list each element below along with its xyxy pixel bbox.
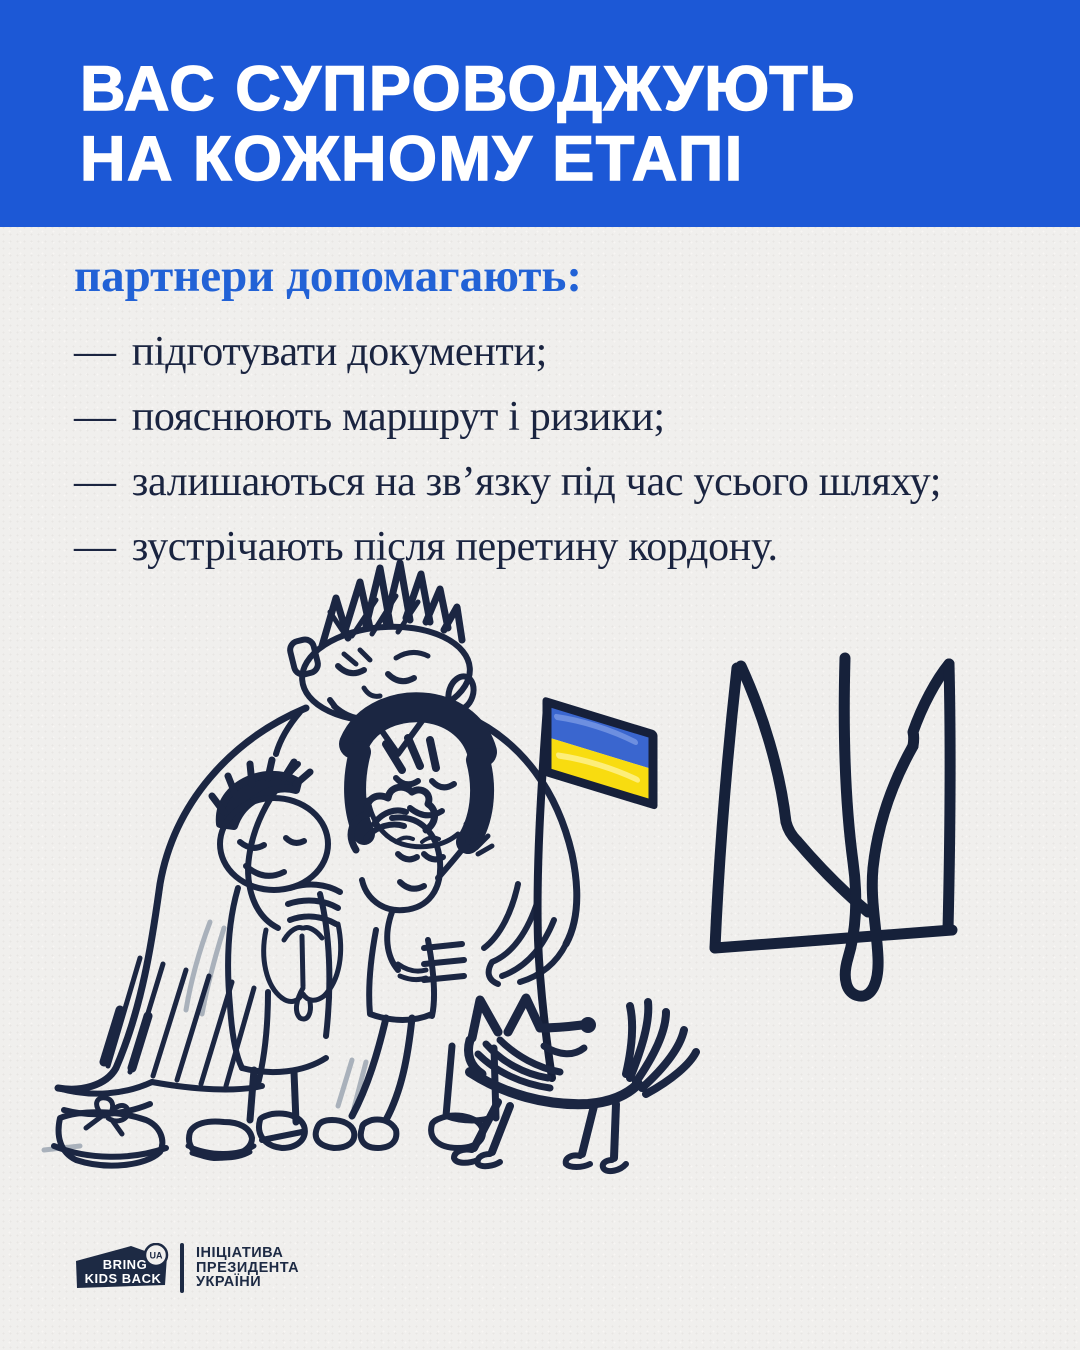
list-item-text: підготувати документи; — [131, 329, 548, 375]
dog-drawing — [454, 998, 696, 1171]
list-item — [74, 320, 1054, 385]
father-figure — [54, 563, 577, 1166]
dash: — — [74, 524, 116, 570]
footer-branding — [73, 1242, 299, 1294]
bring-kids-back-logo — [73, 1243, 169, 1293]
family-drawing — [54, 563, 577, 1166]
list-item-text: зустрічають після перетину кордону. — [131, 524, 778, 570]
footer-divider — [180, 1243, 184, 1293]
dash: — — [74, 394, 116, 440]
caption-line: УКРАЇНИ — [196, 1274, 262, 1291]
title-line-2: НА КОЖНОМУ ЕТАПІ — [80, 124, 744, 194]
caption-line: ПРЕЗИДЕНТА — [196, 1259, 300, 1276]
title-banner — [0, 0, 1080, 227]
trident-sketch — [715, 658, 952, 996]
dash: — — [74, 459, 116, 505]
list-item — [74, 515, 1054, 580]
ukraine-flag — [547, 702, 653, 804]
list-item — [74, 385, 1054, 450]
list-item-text: залишаються на зв’язку під час усього шляху; — [131, 459, 942, 505]
list-item — [74, 450, 1054, 515]
dash: — — [74, 329, 116, 375]
footer-caption — [196, 1246, 299, 1290]
partners-heading: партнери допомагають: — [74, 250, 582, 302]
logo-text-bring: BRING — [102, 1257, 148, 1272]
caption-line: ІНІЦІАТИВА — [196, 1245, 284, 1262]
help-list — [74, 320, 1054, 580]
list-item-text: пояснюють маршрут і ризики; — [131, 394, 665, 440]
ua-badge-text: UA — [149, 1250, 163, 1261]
title-line-1: ВАС СУПРОВОДЖУЮТЬ — [80, 54, 856, 124]
content-block — [74, 250, 1054, 580]
boy-figure — [188, 760, 341, 1158]
logo-text-kids-back: KIDS BACK — [84, 1271, 162, 1286]
